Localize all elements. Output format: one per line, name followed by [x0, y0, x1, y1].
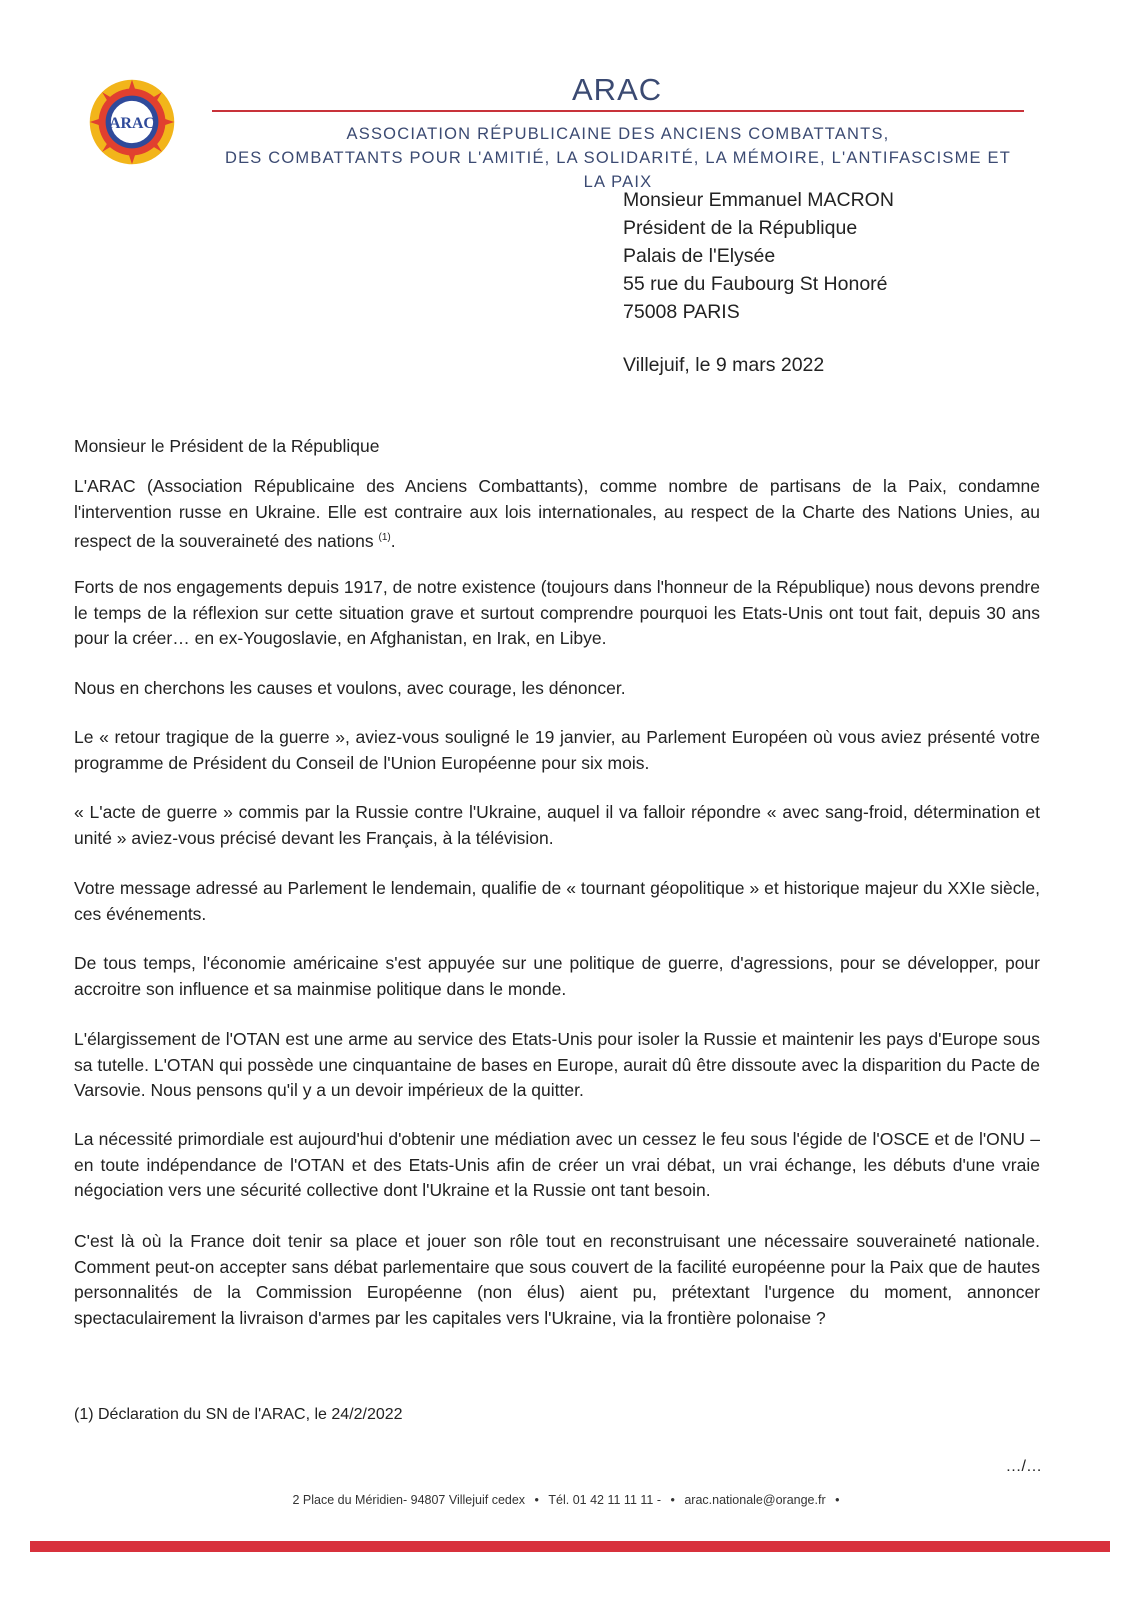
footer-address: 2 Place du Méridien- 94807 Villejuif cedex: [292, 1493, 526, 1507]
paragraph-2: Forts de nos engagements depuis 1917, de notre existence (toujours dans l'honneur de la République) nous devons prendre le temps de la réflexion sur cette situation grave et surtout comprendre pourquoi les Etats-Unis ont tout fait, depuis 30 ans pour la créer… en ex-Yougoslavie, en Afghanistan, en Irak, en Libye.: [74, 577, 1040, 648]
org-subtitle-line-1: ASSOCIATION RÉPUBLICAINE DES ANCIENS COMBATTANTS,: [346, 125, 890, 143]
footnote: (1) Déclaration du SN de l'ARAC, le 24/2/2022: [74, 1406, 403, 1423]
paragraph-7: De tous temps, l'économie américaine s'est appuyée sur une politique de guerre, d'agressions, pour se développer, pour accroitre son influence et sa mainmise politique dans le monde.: [74, 953, 1040, 999]
footer-bullet: •: [534, 1493, 539, 1507]
footnote-ref: (1): [378, 532, 391, 543]
footer-contact: [0, 1493, 1132, 1507]
logo-letters: ARAC: [109, 115, 155, 133]
recipient-address: [623, 186, 894, 326]
footer-phone: Tél. 01 42 11 11 11 -: [548, 1493, 661, 1507]
org-subtitle-line-2: DES COMBATTANTS POUR L'AMITIÉ, LA SOLIDARITÉ, LA MÉMOIRE, L'ANTIFASCISME ET LA PAIX: [224, 149, 1012, 191]
place-date: Villejuif, le 9 mars 2022: [623, 354, 825, 376]
recipient-line: Palais de l'Elysée: [623, 245, 776, 267]
recipient-line: Président de la République: [623, 217, 858, 239]
paragraph-8: L'élargissement de l'OTAN est une arme au service des Etats-Unis pour isoler la Russie et maintenir les pays d'Europe sous sa tutelle. L'OTAN qui possède une cinquantaine de bases en Europe, aurait dû être dissoute avec la disparition du Pacte de Varsovie. Nous pensons qu'il y a un devoir impérieux de la quitter.: [74, 1029, 1040, 1100]
paragraph-10: C'est là où la France doit tenir sa place et jouer son rôle tout en reconstruisant une nécessaire souveraineté nationale. Comment peut-on accepter sans débat parlementaire que sous couvert de la facilité européenne pour la Paix que de hautes personnalités de la Commission Européenne (non élus) aient pu, prétextant l'urgence du moment, annoncer spectaculairement la livraison d'armes par les capitales vers l'Ukraine, via la frontière polonaise ?: [74, 1231, 1040, 1328]
arac-logo: [88, 78, 176, 166]
paragraph-1: [74, 474, 1040, 554]
recipient-line: Monsieur Emmanuel MACRON: [623, 189, 894, 211]
recipient-line: 75008 PARIS: [623, 301, 740, 323]
page-continuation-mark: …/…: [1005, 1458, 1042, 1475]
recipient-line: 55 rue du Faubourg St Honoré: [623, 273, 888, 295]
footer-bullet: •: [835, 1493, 840, 1507]
header-divider: [212, 110, 1024, 112]
salutation: Monsieur le Président de la République: [74, 436, 380, 456]
footer-bullet: •: [670, 1493, 675, 1507]
footer-red-bar: [30, 1541, 1110, 1552]
paragraph-3: Nous en cherchons les causes et voulons, avec courage, les dénoncer.: [74, 678, 626, 698]
footer-email: arac.nationale@orange.fr: [684, 1493, 826, 1507]
org-subtitle: [212, 122, 1024, 194]
paragraph-9: La nécessité primordiale est aujourd'hui d'obtenir une médiation avec un cessez le feu sous l'égide de l'OSCE et de l'ONU – en toute indépendance de l'OTAN et des Etats-Unis afin de créer un vrai débat, un vrai échange, les débuts d'une vraie négociation vers une sécurité collective dont l'Ukraine et la Russie ont tant besoin.: [74, 1129, 1040, 1200]
paragraph-1-end: .: [390, 530, 396, 551]
paragraph-1-text: L'ARAC (Association Républicaine des Anciens Combattants), comme nombre de partisans de la Paix, condamne l'intervention russe en Ukraine. Elle est contraire aux lois internationales, au respect de la Charte des Nations Unies, au respect de la souveraineté des nations: [74, 476, 1040, 551]
org-name: ARAC: [572, 72, 663, 107]
paragraph-6: Votre message adressé au Parlement le lendemain, qualifie de « tournant géopolitique » et historique majeur du XXIe siècle, ces événements.: [74, 878, 1040, 924]
paragraph-5: « L'acte de guerre » commis par la Russie contre l'Ukraine, auquel il va falloir répondre « avec sang-froid, détermination et unité » aviez-vous précisé devant les Français, à la télévision.: [74, 802, 1040, 848]
paragraph-4: Le « retour tragique de la guerre », aviez-vous souligné le 19 janvier, au Parlement Européen où vous aviez présenté votre programme de Président du Conseil de l'Union Européenne pour six mois.: [74, 727, 1040, 773]
